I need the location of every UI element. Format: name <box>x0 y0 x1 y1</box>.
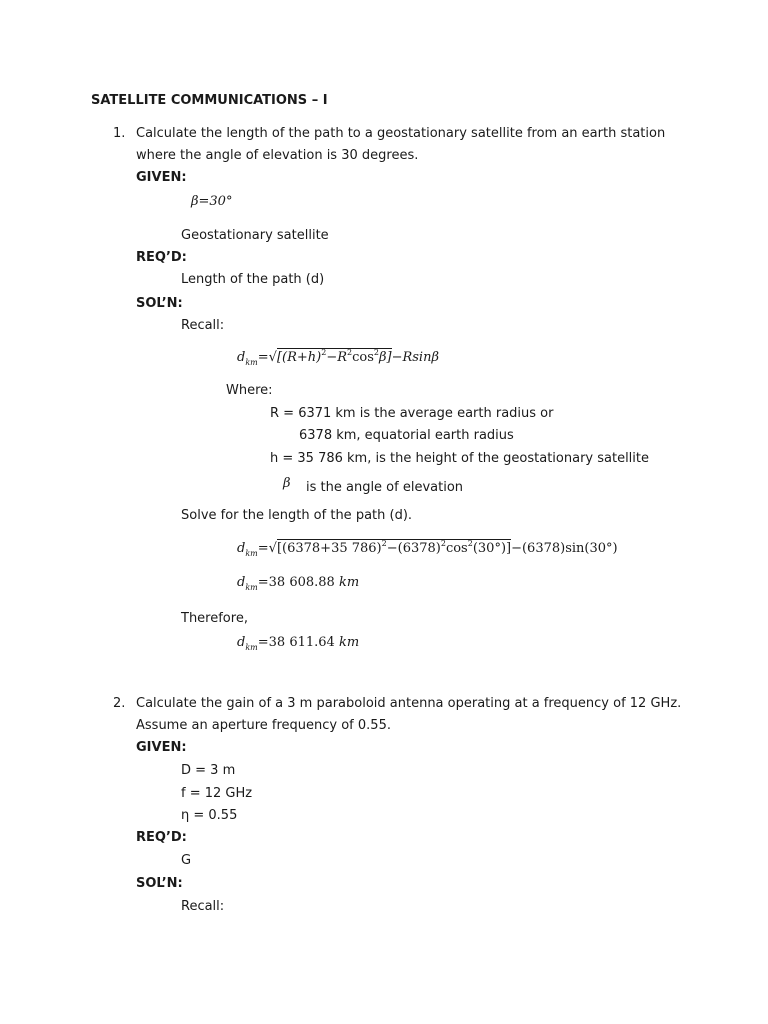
problem-2-soln-label: SOL’N: <box>136 876 183 891</box>
sub-formula-exp-c: 2 <box>467 539 473 548</box>
page-title: SATELLITE COMMUNICATIONS – I <box>91 93 328 108</box>
problem-2-recall-label: Recall: <box>181 899 225 914</box>
problem-2-given-D: D = 3 m <box>181 763 236 778</box>
problem-2-number: 2. <box>113 696 126 711</box>
sub-formula-tail: −(6378)sin(30°) <box>511 541 618 556</box>
formula-body-b: −R <box>326 350 348 365</box>
result-1-lhs-sub: km <box>245 583 258 592</box>
problem-1-number: 1. <box>113 126 126 141</box>
problem-1-recall-label: Recall: <box>181 318 225 333</box>
formula-exp-c: 2 <box>373 348 379 357</box>
problem-1-given-satellite: Geostationary satellite <box>181 228 329 243</box>
result-2 <box>237 635 359 656</box>
where-beta-text: is the angle of elevation <box>306 480 464 495</box>
result-2-rhs: =38 611.64 <box>257 635 335 650</box>
sub-formula-body-d: (30°)] <box>472 541 512 556</box>
result-1-lhs: d <box>237 575 246 590</box>
formula-lhs-sub: km <box>245 358 258 367</box>
formula-exp-a: 2 <box>321 348 327 357</box>
problem-2-question-line-1: Calculate the gain of a 3 m paraboloid antenna operating at a frequency of 12 GHz. <box>136 696 682 711</box>
result-2-unit: km <box>338 635 360 650</box>
result-1 <box>237 575 359 596</box>
problem-2-given-f: f = 12 GHz <box>181 786 253 801</box>
problem-1-question-line-1: Calculate the length of the path to a geostationary satellite from an earth station <box>136 126 666 141</box>
formula-body-c: cos <box>352 350 374 365</box>
problem-1-given-beta: β=30° <box>191 194 233 209</box>
formula-exp-b: 2 <box>347 348 353 357</box>
problem-2-given-label: GIVEN: <box>136 740 187 755</box>
formula-tail: −Rsinβ <box>391 350 439 365</box>
where-h: h = 35 786 km, is the height of the geostationary satellite <box>270 451 649 466</box>
sub-formula-exp-b: 2 <box>440 539 446 548</box>
solve-text: Solve for the length of the path (d). <box>181 508 413 523</box>
result-2-lhs-sub: km <box>245 643 258 652</box>
result-2-lhs: d <box>237 635 246 650</box>
problem-2-given-eta: η = 0.55 <box>181 808 238 823</box>
problem-2-reqd-label: REQ’D: <box>136 830 187 845</box>
formula-body-a: [(R+h) <box>276 350 322 365</box>
problem-2-reqd-value: G <box>181 853 192 868</box>
result-1-unit: km <box>338 575 360 590</box>
sub-formula-body-c: cos <box>445 541 468 556</box>
problem-1-given-label: GIVEN: <box>136 170 187 185</box>
where-R-line-2: 6378 km, equatorial earth radius <box>299 428 514 443</box>
formula-lhs: d <box>237 350 246 365</box>
sub-formula-body-b: −(6378) <box>386 541 441 556</box>
problem-2-question-line-2: Assume an aperture frequency of 0.55. <box>136 718 391 733</box>
where-beta-symbol: β <box>283 476 291 491</box>
path-length-formula <box>237 345 439 371</box>
where-label: Where: <box>226 383 273 398</box>
problem-1-question-line-2: where the angle of elevation is 30 degrees. <box>136 148 419 163</box>
formula-body-d: β] <box>378 350 392 365</box>
sub-formula-body-a: [(6378+35 786) <box>276 541 382 556</box>
problem-1-reqd-label: REQ’D: <box>136 250 187 265</box>
where-R-line-1: R = 6371 km is the average earth radius or <box>270 406 554 421</box>
sub-formula-lhs: d <box>237 541 246 556</box>
sub-formula-eq: =√ <box>257 541 277 556</box>
result-1-rhs: =38 608.88 <box>257 575 335 590</box>
problem-1-soln-label: SOL’N: <box>136 296 183 311</box>
substituted-formula <box>237 536 618 562</box>
problem-1-reqd-value: Length of the path (d) <box>181 272 325 287</box>
sub-formula-exp-a: 2 <box>381 539 387 548</box>
formula-eq: =√ <box>257 350 277 365</box>
sub-formula-lhs-sub: km <box>245 549 258 558</box>
therefore-label: Therefore, <box>181 611 248 626</box>
